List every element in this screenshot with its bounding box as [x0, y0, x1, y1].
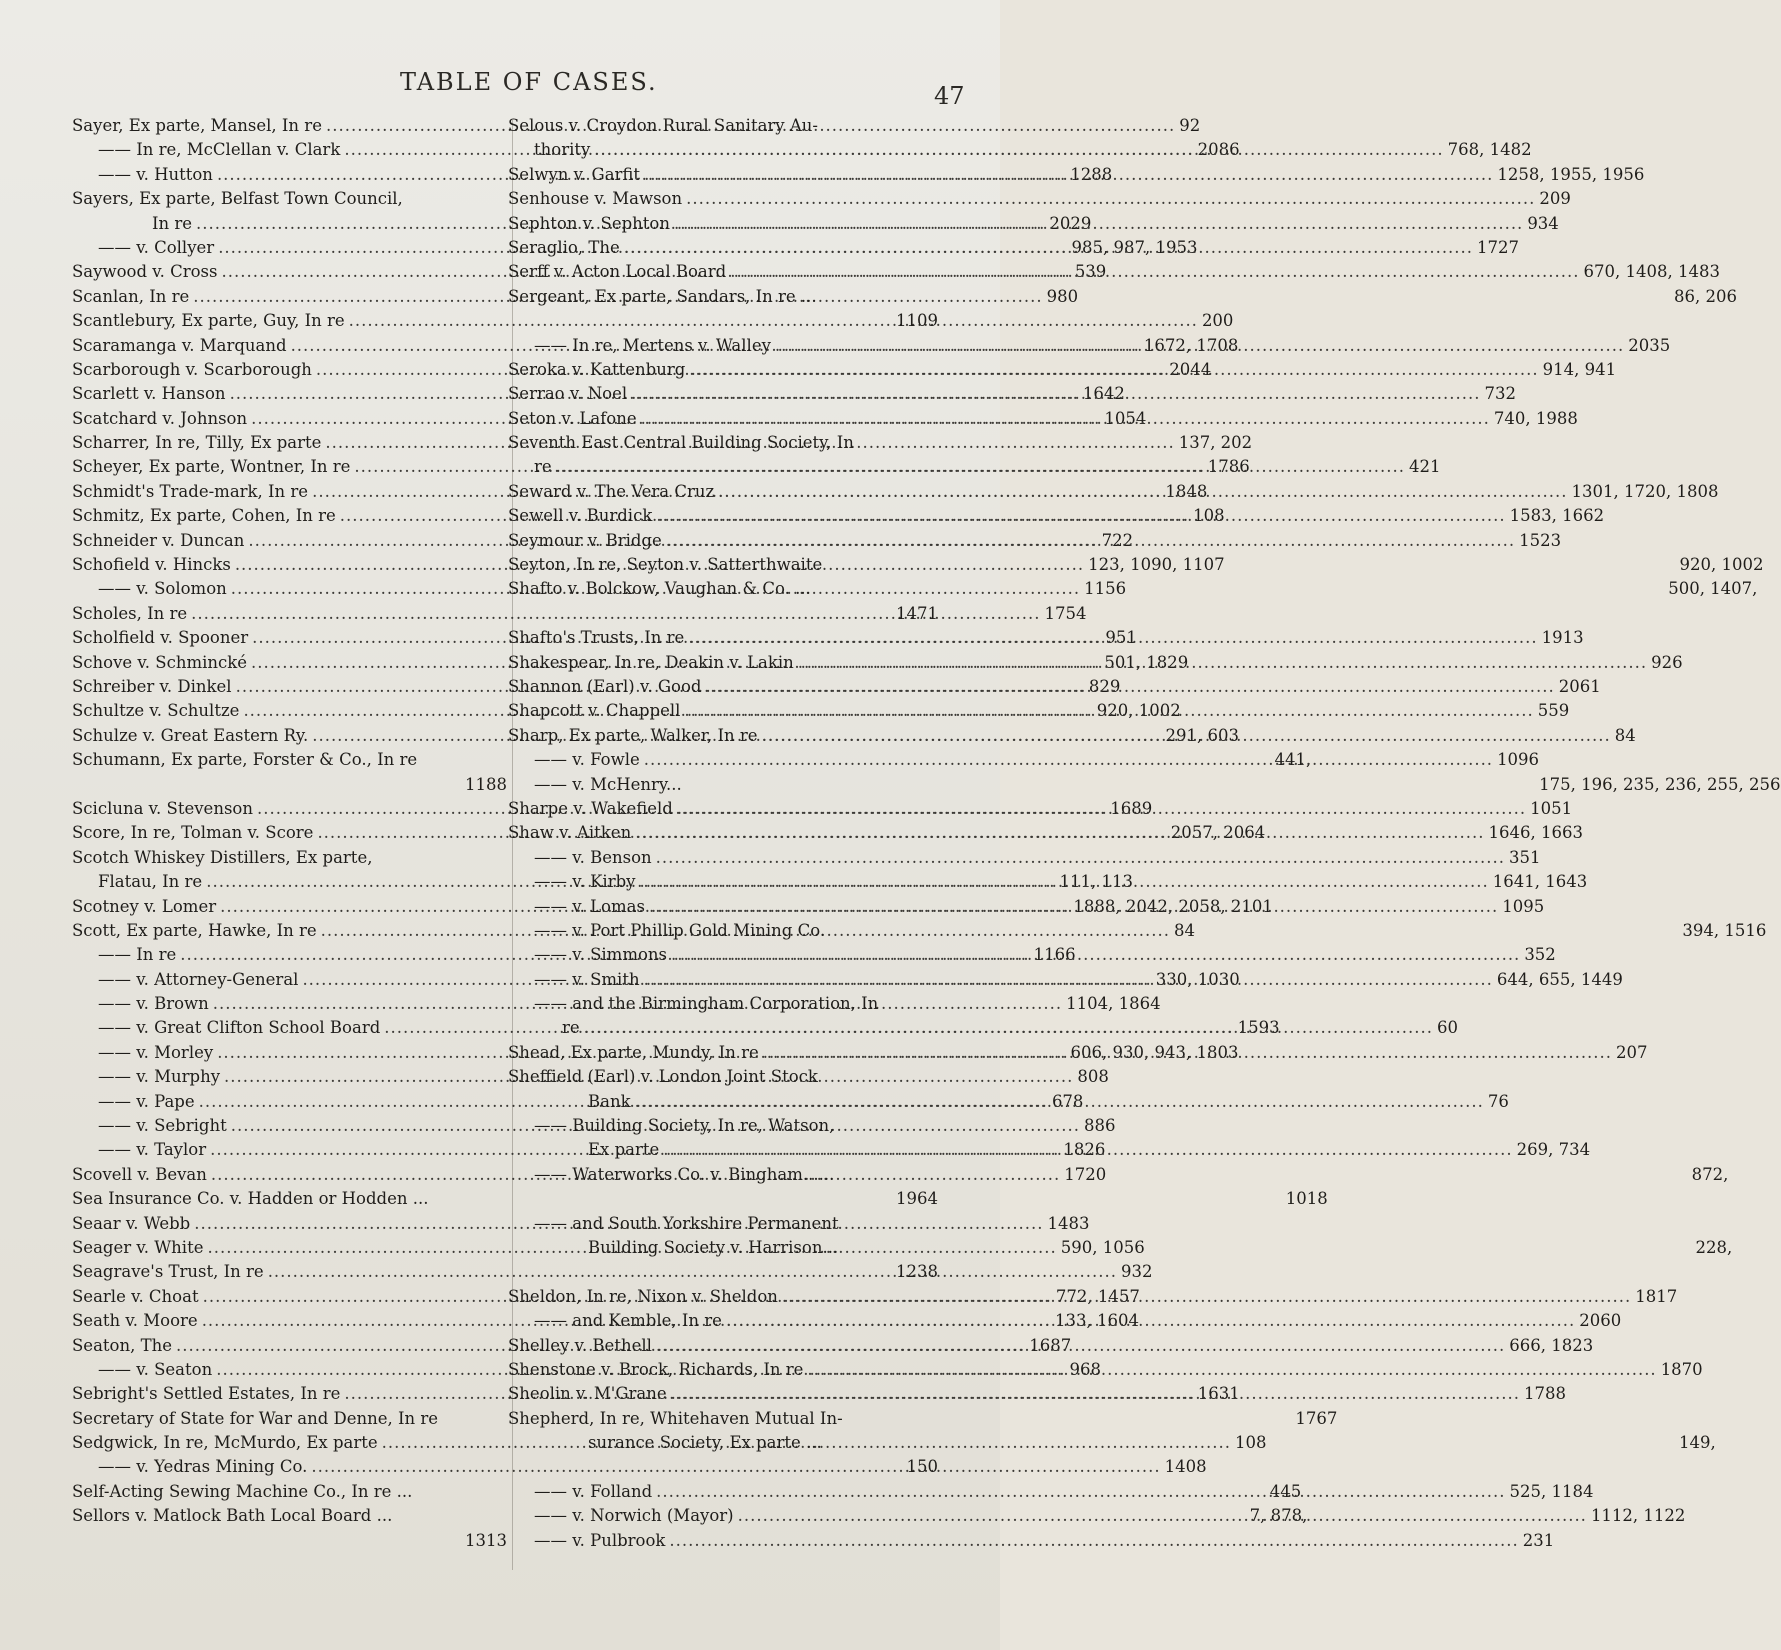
dot-leader [635, 1090, 1484, 1114]
case-name: re [534, 457, 552, 477]
page-reference: 137, 202 [1178, 433, 1253, 453]
dot-leader [671, 943, 1520, 967]
case-name: re [562, 1018, 580, 1038]
page-reference: 1583, 1662 [1509, 506, 1605, 526]
page-reference: 1689 [1110, 798, 1153, 818]
dot-leader [677, 797, 1526, 821]
case-name: Sellors v. Matlock Bath Local Board ... [72, 1506, 393, 1526]
case-name: —— v. Great Clifton School Board [98, 1018, 381, 1038]
page-reference: 1288 [1070, 164, 1113, 184]
case-name: —— v. Kirby [534, 872, 636, 892]
index-continuation [72, 773, 507, 797]
case-name: Selwyn v. Garfit [508, 164, 641, 184]
case-name: Schulze v. Great Eastern Ry. [72, 725, 309, 745]
page-reference: 1767 [1295, 1408, 1338, 1428]
page-reference: 330, 1030 [1155, 969, 1240, 989]
dot-leader [656, 846, 1505, 870]
page-reference: 123, 1090, 1107 [1088, 555, 1225, 575]
page-reference: 1051 [1530, 798, 1573, 818]
case-name: Sergeant, Ex parte, Sandars, In re ... [508, 286, 817, 306]
dot-leader [807, 1358, 1656, 1382]
index-entry [508, 1114, 938, 1138]
page-reference: 1109 [896, 311, 938, 331]
case-name: Scantlebury, Ex parte, Guy, In re [72, 311, 345, 331]
page-reference: 1104, 1864 [1066, 994, 1161, 1014]
page-reference: 590, 1056 [1060, 1237, 1145, 1257]
case-name: Sharp, Ex parte, Walker, In re [508, 725, 758, 745]
case-name: —— In re [98, 945, 177, 965]
dot-leader [644, 748, 1493, 772]
page-reference: 111, 113 [1059, 872, 1133, 892]
case-name: Seward v. The Vera Cruz [508, 481, 715, 501]
case-name: Shepherd, In re, Whitehaven Mutual In- [508, 1408, 843, 1428]
dot-leader [635, 821, 1484, 845]
index-continuation [508, 602, 938, 626]
case-name: Seroka v. Kattenburg [508, 359, 686, 379]
dot-leader [775, 334, 1624, 358]
page-reference: 920, 1002 [1096, 701, 1181, 721]
index-entry [508, 187, 1571, 211]
case-name: Score, In re, Tolman v. Score [72, 823, 314, 843]
page-reference: 1826 [1063, 1140, 1106, 1160]
page-reference: 445 [1269, 1481, 1302, 1501]
index-entry [508, 992, 938, 1016]
page-reference: 84 [1173, 920, 1195, 940]
page-number: 47 [934, 82, 965, 110]
case-name: Scheyer, Ex parte, Wontner, In re [72, 457, 351, 477]
page-reference: 228, [1695, 1237, 1733, 1257]
index-entry [508, 1407, 938, 1431]
page-reference: 2086 [1197, 140, 1240, 160]
case-name: —— v. Solomon [98, 579, 227, 599]
case-name: Schumann, Ex parte, Forster & Co., In re [72, 750, 418, 770]
page-reference: 269, 734 [1516, 1140, 1591, 1160]
case-name: Scovell v. Bevan [72, 1164, 207, 1184]
dot-leader [644, 163, 1493, 187]
case-name: Seaton, The [72, 1335, 172, 1355]
case-name: Sephton v. Sephton [508, 213, 670, 233]
page-reference: 1631 [1197, 1384, 1240, 1404]
page-reference: 149, [1679, 1433, 1716, 1453]
page-reference: 1786 [1207, 457, 1250, 477]
page-reference: 1870 [1660, 1359, 1703, 1379]
page-reference: 1641, 1643 [1492, 872, 1588, 892]
page-reference: 1313 [465, 1530, 507, 1550]
page-reference: 872, [1691, 1164, 1729, 1184]
case-name: —— In re, McClellan v. Clark [98, 140, 341, 160]
dot-leader [689, 358, 1538, 382]
case-name: —— Building Society, In re, Watson, [534, 1116, 835, 1136]
page-reference: 1188 [465, 774, 507, 794]
dot-leader [669, 1529, 1518, 1553]
case-name: —— v. Fowle [534, 750, 640, 770]
case-name: surance Society, Ex parte ... [588, 1433, 822, 1453]
case-name: —— and Kemble, In re [534, 1311, 722, 1331]
case-name: Sedgwick, In re, McMurdo, Ex parte [72, 1433, 378, 1453]
index-entry [72, 846, 507, 870]
case-name: Serff v. Acton Local Board [508, 262, 727, 282]
page-reference: 175, 196, 235, 236, 255, 256 [1539, 774, 1781, 794]
page-reference: 209 [1539, 189, 1571, 209]
page-reference: 1646, 1663 [1488, 823, 1583, 843]
case-name: Shafto v. Bolckow, Vaughan & Co. ... [508, 579, 811, 599]
page-reference: 133, 1604 [1055, 1311, 1139, 1331]
dot-leader [649, 895, 1498, 919]
page-reference: 1018 [1285, 1189, 1328, 1209]
case-name: —— Waterworks Co. v. Bingham...... [534, 1164, 835, 1184]
page-reference: 968 [1069, 1359, 1102, 1379]
case-name: Searle v. Choat [72, 1286, 199, 1306]
case-name: —— v. Pape [98, 1091, 195, 1111]
case-name: —— v. Pulbrook [534, 1530, 666, 1550]
index-continuation [508, 309, 938, 333]
page-reference: 985, 987, 1953 [1071, 237, 1198, 257]
case-name: Scharrer, In re, Tilly, Ex parte [72, 433, 322, 453]
page-reference: 108 [1234, 1433, 1267, 1453]
index-entry [72, 1016, 1280, 1040]
case-name: In re [152, 213, 193, 233]
page-reference: 722 [1101, 530, 1134, 550]
page-reference: 914, 941 [1542, 359, 1617, 379]
page-reference: 808 [1077, 1067, 1109, 1087]
page-reference: 60 [1436, 1018, 1458, 1038]
case-name: Sayer, Ex parte, Mansel, In re [72, 116, 322, 135]
dot-leader [666, 529, 1515, 553]
page-reference: 1258, 1955, 1956 [1497, 164, 1645, 184]
page-reference: 1112, 1122 [1590, 1506, 1686, 1526]
case-name: —— v. Sebright [98, 1116, 227, 1136]
case-name: —— v. McHenry... [534, 774, 682, 794]
index-entry [508, 114, 938, 138]
page-reference: 1642 [1082, 384, 1125, 404]
dot-leader [730, 260, 1579, 284]
case-name: Flatau, In re [98, 872, 203, 892]
dot-leader [738, 1504, 1587, 1528]
page-reference: 606, 930, 943, 1803 [1070, 1042, 1239, 1062]
case-name: Scarlett v. Hanson [72, 384, 226, 404]
case-name: —— v. Attorney-General [98, 969, 299, 989]
case-name: Shakespear, In re, Deakin v. Lakin [508, 652, 794, 672]
index-entry [72, 455, 1250, 479]
page-reference: 2044 [1169, 359, 1212, 379]
dot-leader [688, 626, 1537, 650]
case-name: —— v. Collyer [98, 237, 215, 257]
page-reference: 1593 [1237, 1018, 1280, 1038]
case-name: Seaar v. Webb [72, 1213, 191, 1233]
page-reference: 1523 [1519, 530, 1562, 550]
page-header [0, 64, 1000, 110]
case-name: Ex parte [588, 1140, 660, 1160]
page-reference: 1672, 1708 [1143, 335, 1239, 355]
case-name: Sheffield (Earl) v. London Joint Stock [508, 1067, 818, 1087]
case-name: —— v. Yedras Mining Co. [98, 1457, 308, 1477]
page-reference: 1054 [1104, 408, 1147, 428]
case-name: Scholfield v. Spooner [72, 628, 249, 648]
page-reference: 2057, 2064 [1170, 823, 1266, 843]
case-name: Schneider v. Duncan [72, 530, 245, 550]
case-name: Seraglio, The [508, 237, 620, 257]
page-reference: 1964 [896, 1189, 938, 1209]
case-name: Sebright's Settled Estates, In re [72, 1384, 341, 1404]
case-name: —— v. Simmons [534, 945, 667, 965]
page-reference: 525, 1184 [1509, 1481, 1594, 1501]
page-reference: 2029 [1049, 213, 1092, 233]
case-name: —— v. Brown [98, 994, 209, 1014]
case-name: Seagrave's Trust, In re [72, 1262, 264, 1282]
dot-leader [639, 870, 1488, 894]
case-name: Sayers, Ex parte, Belfast Town Council, [72, 189, 403, 209]
page-reference: 351 [1508, 847, 1541, 867]
page-reference: 768, 1482 [1447, 140, 1532, 160]
page-reference: 1913 [1541, 628, 1584, 648]
page-reference: 1727 [1477, 237, 1520, 257]
dot-leader [556, 455, 1405, 479]
case-name: Selous v. Croydon Rural Sanitary Au- [508, 116, 818, 135]
page-reference: 1238 [896, 1262, 938, 1282]
case-name: Self-Acting Sewing Machine Co., In re ... [72, 1481, 413, 1501]
page-reference: 394, 1516 [1682, 920, 1767, 940]
case-name: —— v. Murphy [98, 1067, 221, 1087]
case-name: thority [534, 140, 591, 160]
page-reference: 1471 [896, 603, 938, 623]
page-reference: 76 [1487, 1091, 1509, 1111]
case-name: Shead, Ex parte, Mundy, In re [508, 1042, 759, 1062]
index-entry [508, 1212, 938, 1236]
page-reference: 666, 1823 [1509, 1335, 1594, 1355]
dot-leader [663, 1138, 1512, 1162]
case-name: Scholes, In re [72, 603, 188, 623]
case-name: Seton v. Lafone [508, 408, 637, 428]
dot-leader [656, 1480, 1505, 1504]
case-name: Shafto's Trusts, In re [508, 628, 685, 648]
case-name: Shaw v. Aitken [508, 823, 632, 843]
case-name: Shannon (Earl) v. Good [508, 676, 702, 696]
case-name: Seymour v. Bridge [508, 530, 662, 550]
case-name: Seyton, In re, Seyton v. Satterthwaite [508, 555, 823, 575]
page-reference: 1096 [1497, 750, 1540, 770]
case-name: Scanlan, In re [72, 286, 190, 306]
page-reference: 1408 [1164, 1457, 1207, 1477]
case-name: Sea Insurance Co. v. Hadden or Hodden ... [72, 1189, 429, 1209]
case-name: Scotch Whiskey Distillers, Ex parte, [72, 847, 373, 867]
case-name: —— v. Taylor [98, 1140, 207, 1160]
dot-leader [656, 504, 1505, 528]
page-reference: 150 [906, 1457, 938, 1477]
running-title: TABLE OF CASES. [400, 68, 658, 96]
dot-leader [782, 1285, 1631, 1309]
page-reference: 441, [1274, 750, 1312, 770]
dot-leader [631, 382, 1480, 406]
case-name: Seath v. Moore [72, 1311, 198, 1331]
page-reference: 2061 [1558, 676, 1601, 696]
page-reference: 7, 878, [1249, 1506, 1308, 1526]
index-continuation [72, 1529, 507, 1553]
case-name: Secretary of State for War and Denne, In re [72, 1408, 439, 1428]
page-reference: 1687 [1029, 1335, 1072, 1355]
dot-leader [644, 968, 1493, 992]
page-reference: 559 [1537, 701, 1570, 721]
case-name: —— In re, Mertens v. Walley [534, 335, 771, 355]
page-reference: 732 [1484, 384, 1516, 404]
case-name: —— v. Morley [98, 1042, 214, 1062]
page-reference: 501, 1829 [1104, 652, 1189, 672]
page-reference: 1888, 2042, 2058, 2101 [1073, 896, 1273, 916]
case-name: —— v. Hutton [98, 164, 213, 184]
case-name: —— v. Smith [534, 969, 640, 989]
page-reference: 500, 1407, [1668, 579, 1758, 599]
page-reference: 1095 [1502, 896, 1545, 916]
dot-leader [798, 651, 1647, 675]
case-name: —— v. Port Phillip Gold Mining Co. [534, 920, 826, 940]
page-reference: 920, 1002 [1679, 555, 1764, 575]
dot-leader [718, 480, 1567, 504]
dot-leader [624, 236, 1473, 260]
case-name: Senhouse v. Mawson [508, 189, 683, 209]
page-reference: 926 [1651, 652, 1683, 672]
case-name: —— v. Folland [534, 1481, 653, 1501]
case-name: Seager v. White [72, 1237, 204, 1257]
page-reference: 421 [1408, 457, 1441, 477]
case-name: Schmitz, Ex parte, Cohen, In re [72, 506, 336, 526]
case-name: Shelley v. Bethell [508, 1335, 652, 1355]
page-reference: 1166 [1033, 945, 1076, 965]
case-name: Schmidt's Trade-mark, In re [72, 481, 309, 501]
page-reference: 2035 [1628, 335, 1671, 355]
dot-leader [656, 1334, 1505, 1358]
page-reference: 231 [1522, 1530, 1555, 1550]
page-reference: 886 [1084, 1116, 1116, 1136]
index-entry [508, 1529, 1555, 1553]
page-reference: 1788 [1523, 1384, 1566, 1404]
page-reference: 291, 603 [1165, 725, 1239, 745]
page-reference: 678 [1051, 1091, 1084, 1111]
page-reference: 670, 1408, 1483 [1583, 262, 1720, 282]
case-name: Shapcott v. Chappell [508, 701, 681, 721]
case-name: Scaramanga v. Marquand [72, 335, 287, 355]
case-name: —— and the Birmingham Corporation, In [534, 994, 879, 1014]
dot-leader [584, 1016, 1433, 1040]
page-reference: 740, 1988 [1493, 408, 1578, 428]
dot-leader [761, 724, 1610, 748]
page-reference: 1483 [1047, 1213, 1090, 1233]
page-reference: 829 [1088, 676, 1121, 696]
page-reference: 207 [1616, 1042, 1648, 1062]
index-entry [508, 846, 1541, 870]
case-name: Shenstone v. Brock, Richards, In re [508, 1359, 804, 1379]
case-name: —— v. Norwich (Mayor) [534, 1506, 734, 1526]
page-reference: 1754 [1044, 603, 1087, 623]
index-entry [508, 773, 1781, 797]
index-continuation [508, 1260, 938, 1284]
index-entry [72, 187, 507, 211]
case-name: —— v. Benson [534, 847, 652, 867]
index-entry [508, 1065, 938, 1089]
case-name: Sheldon, In re, Nixon v. Sheldon [508, 1286, 778, 1306]
case-name: Serrao v. Noel [508, 384, 628, 404]
dot-leader [671, 1382, 1520, 1406]
page-reference: 92 [1179, 116, 1201, 135]
dot-leader [594, 138, 1443, 162]
page-reference: 84 [1614, 725, 1636, 745]
case-name: Schofield v. Hincks [72, 555, 231, 575]
index-continuation [508, 1187, 938, 1211]
page-reference: 980 [1046, 286, 1079, 306]
page-reference: 2060 [1579, 1311, 1622, 1331]
page-reference: 1156 [1084, 579, 1127, 599]
case-name: Seventh East Central Building Society, In [508, 433, 854, 453]
page-reference: 644, 655, 1449 [1496, 969, 1623, 989]
page-reference: 352 [1524, 945, 1556, 965]
case-name: Scotney v. Lomer [72, 896, 217, 916]
case-name: Building Society v. Harrison... [588, 1237, 839, 1257]
case-name: —— and South Yorkshire Permanent [534, 1213, 839, 1233]
case-name: —— v. Seaton [98, 1359, 213, 1379]
case-name: Sharpe v. Wakefield [508, 798, 673, 818]
case-name: Scarborough v. Scarborough [72, 359, 312, 379]
case-name: Scicluna v. Stevenson [72, 798, 253, 818]
page-reference: 951 [1105, 628, 1137, 648]
page-reference: 934 [1527, 213, 1559, 233]
case-name: Schove v. Schmincké [72, 652, 248, 672]
dot-leader [763, 1041, 1612, 1065]
case-name: —— v. Lomas [534, 896, 645, 916]
dot-leader [686, 187, 1535, 211]
case-name: Saywood v. Cross [72, 262, 218, 282]
case-name: Scatchard v. Johnson [72, 408, 248, 428]
dot-leader [684, 699, 1533, 723]
dot-leader [674, 212, 1523, 236]
case-name: Schreiber v. Dinkel [72, 676, 232, 696]
page-reference: 1720 [1064, 1164, 1107, 1184]
index-entry [508, 431, 938, 455]
dot-leader [726, 1309, 1575, 1333]
page-reference: 86, 206 [1673, 286, 1737, 306]
page-reference: 932 [1121, 1262, 1153, 1282]
case-name: Sheolin v. M'Grane [508, 1384, 667, 1404]
page-reference: 1817 [1635, 1286, 1678, 1306]
case-name: Schultze v. Schultze [72, 701, 240, 721]
page-reference: 1301, 1720, 1808 [1571, 481, 1719, 501]
case-name: Sewell v. Burdick [508, 506, 653, 526]
index-continuation [508, 1455, 938, 1479]
page-reference: 772, 1457 [1055, 1286, 1140, 1306]
dot-leader [705, 675, 1554, 699]
page-reference: 539 [1074, 262, 1107, 282]
case-name: Bank [588, 1091, 631, 1111]
page-reference: 1848 [1165, 481, 1208, 501]
page-reference: 200 [1201, 311, 1234, 331]
page-reference: 108 [1193, 506, 1225, 526]
dot-leader [641, 407, 1490, 431]
case-name: Scott, Ex parte, Hawke, In re [72, 920, 317, 940]
